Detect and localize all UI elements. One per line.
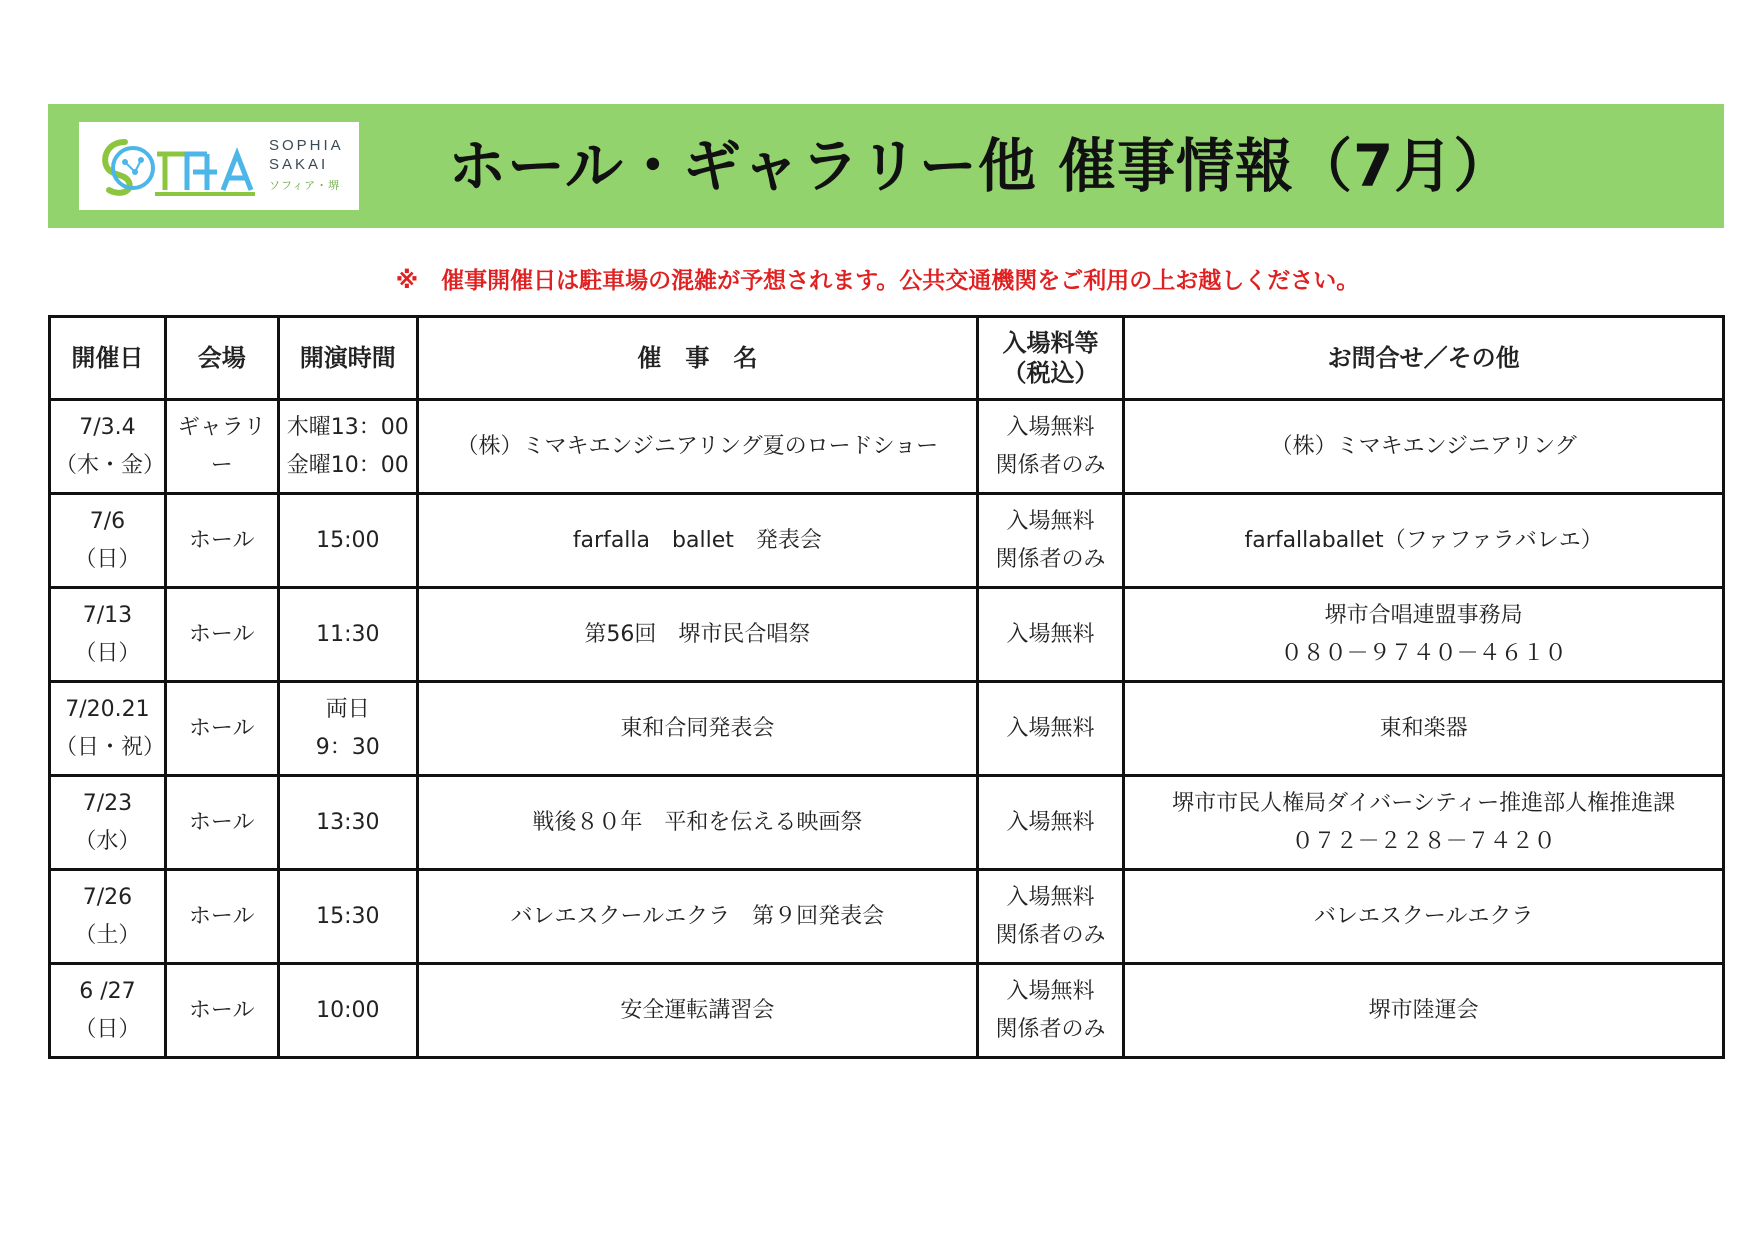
- cell-time-line: 木曜13：00: [286, 414, 409, 440]
- logo-line-japanese: ソフィア・堺: [269, 180, 341, 192]
- header-time: 開演時間: [278, 317, 417, 400]
- table-header-row: [50, 317, 1724, 400]
- cell-date: [50, 400, 166, 494]
- cell-fee-line: 入場無料: [1006, 414, 1095, 440]
- cell-event-name: farfalla ballet 発表会: [417, 494, 977, 588]
- cell-time-line: 9：30: [315, 734, 380, 760]
- cell-time-line: 15:30: [316, 903, 380, 929]
- cell-contact-line: 東和楽器: [1379, 715, 1468, 741]
- header-fee-line: （税込）: [1002, 359, 1099, 387]
- cell-time: [278, 682, 417, 776]
- cell-date-line: （日）: [74, 640, 141, 666]
- cell-time: [278, 776, 417, 870]
- cell-contact: [1124, 964, 1724, 1058]
- header-venue: 会場: [165, 317, 278, 400]
- cell-time-line: 15:00: [316, 527, 380, 553]
- cell-date-line: （土）: [74, 922, 141, 948]
- cell-time-line: 10:00: [316, 997, 380, 1023]
- header-contact: お問合せ／その他: [1124, 317, 1724, 400]
- cell-event-name: （株）ミマキエンジニアリング夏のロードショー: [417, 400, 977, 494]
- cell-fee-line: 入場無料: [1006, 809, 1095, 835]
- cell-fee-line: 関係者のみ: [995, 452, 1106, 478]
- table-row: [50, 964, 1724, 1058]
- cell-event-name: 戦後８０年 平和を伝える映画祭: [417, 776, 977, 870]
- cell-time-line: 両日: [325, 696, 370, 722]
- header-event-name: 催 事 名: [417, 317, 977, 400]
- logo-line-sakai: SAKAI: [269, 156, 329, 173]
- cell-contact: [1124, 776, 1724, 870]
- cell-date-line: 7/3.4: [79, 414, 136, 440]
- cell-date: [50, 494, 166, 588]
- cell-contact-line: ０８０－９７４０－４６１０: [1280, 640, 1567, 666]
- cell-fee-line: 入場無料: [1006, 978, 1095, 1004]
- cell-contact: [1124, 870, 1724, 964]
- table-row: [50, 870, 1724, 964]
- table-row: [50, 682, 1724, 776]
- sophia-logo-mark-icon: [95, 132, 265, 202]
- cell-time: [278, 588, 417, 682]
- cell-time-line: 金曜10：00: [286, 452, 409, 478]
- cell-date-line: 7/13: [82, 602, 133, 628]
- cell-fee-line: 入場無料: [1006, 715, 1095, 741]
- cell-venue: ホール: [165, 870, 278, 964]
- cell-fee-line: 関係者のみ: [995, 922, 1106, 948]
- cell-contact-line: 堺市市民人権局ダイバーシティー推進部人権推進課: [1172, 790, 1676, 816]
- cell-contact-line: ０７２－２２８－７４２０: [1291, 828, 1556, 854]
- cell-event-name: 東和合同発表会: [417, 682, 977, 776]
- cell-fee: [977, 400, 1124, 494]
- cell-date-line: 7/6: [89, 508, 126, 534]
- cell-contact: [1124, 494, 1724, 588]
- header-fee: [977, 317, 1124, 400]
- parking-notice: ※ 催事開催日は駐車場の混雑が予想されます。公共交通機関をご利用の上お越しください。: [395, 268, 1360, 294]
- cell-venue: ホール: [165, 494, 278, 588]
- cell-contact: [1124, 588, 1724, 682]
- cell-time: [278, 964, 417, 1058]
- cell-fee-line: 入場無料: [1006, 884, 1095, 910]
- cell-event-name: 安全運転講習会: [417, 964, 977, 1058]
- cell-date: [50, 776, 166, 870]
- cell-date-line: 7/23: [82, 790, 133, 816]
- cell-date-line: （水）: [74, 828, 141, 854]
- cell-fee-line: 関係者のみ: [995, 1016, 1106, 1042]
- cell-venue: ギャラリー: [165, 400, 278, 494]
- table-row: [50, 776, 1724, 870]
- cell-event-name: 第56回 堺市民合唱祭: [417, 588, 977, 682]
- cell-date-line: 7/20.21: [65, 696, 150, 722]
- header-banner: [48, 104, 1724, 228]
- cell-date: [50, 588, 166, 682]
- cell-fee: [977, 964, 1124, 1058]
- logo-text: [269, 136, 344, 193]
- header-fee-line: 入場料等: [1002, 329, 1099, 357]
- cell-fee: [977, 682, 1124, 776]
- cell-contact-line: 堺市合唱連盟事務局: [1324, 602, 1523, 628]
- cell-date-line: （日）: [74, 546, 141, 572]
- cell-venue: ホール: [165, 682, 278, 776]
- cell-fee: [977, 870, 1124, 964]
- logo-line-sophia: SOPHIA: [269, 137, 344, 154]
- cell-fee: [977, 494, 1124, 588]
- cell-contact-line: 堺市陸運会: [1368, 997, 1479, 1023]
- cell-venue: ホール: [165, 776, 278, 870]
- cell-time: [278, 494, 417, 588]
- events-table: [48, 315, 1725, 1059]
- cell-date-line: 6 /27: [79, 978, 136, 1004]
- cell-date-line: （木・金）: [55, 452, 166, 478]
- cell-venue: ホール: [165, 588, 278, 682]
- cell-time: [278, 400, 417, 494]
- cell-date: [50, 870, 166, 964]
- cell-venue: ホール: [165, 964, 278, 1058]
- cell-date-line: （日・祝）: [55, 734, 166, 760]
- cell-contact: [1124, 400, 1724, 494]
- cell-time-line: 11:30: [316, 621, 380, 647]
- cell-fee: [977, 776, 1124, 870]
- table-row: [50, 588, 1724, 682]
- cell-fee-line: 入場無料: [1006, 621, 1095, 647]
- cell-contact-line: バレエスクールエクラ: [1313, 903, 1534, 929]
- cell-time-line: 13:30: [316, 809, 380, 835]
- cell-fee-line: 入場無料: [1006, 508, 1095, 534]
- cell-contact: [1124, 682, 1724, 776]
- page-title: ホール・ギャラリー他 催事情報（7月）: [448, 132, 1513, 200]
- table-row: [50, 494, 1724, 588]
- cell-fee-line: 関係者のみ: [995, 546, 1106, 572]
- cell-event-name: バレエスクールエクラ 第９回発表会: [417, 870, 977, 964]
- cell-contact-line: farfallaballet（ファファラバレエ）: [1244, 527, 1603, 553]
- cell-contact-line: （株）ミマキエンジニアリング: [1270, 433, 1577, 459]
- cell-date-line: （日）: [74, 1016, 141, 1042]
- cell-date: [50, 964, 166, 1058]
- cell-date-line: 7/26: [82, 884, 133, 910]
- header-date: 開催日: [50, 317, 166, 400]
- cell-date: [50, 682, 166, 776]
- table-row: [50, 400, 1724, 494]
- sophia-sakai-logo: [79, 122, 359, 210]
- cell-time: [278, 870, 417, 964]
- cell-fee: [977, 588, 1124, 682]
